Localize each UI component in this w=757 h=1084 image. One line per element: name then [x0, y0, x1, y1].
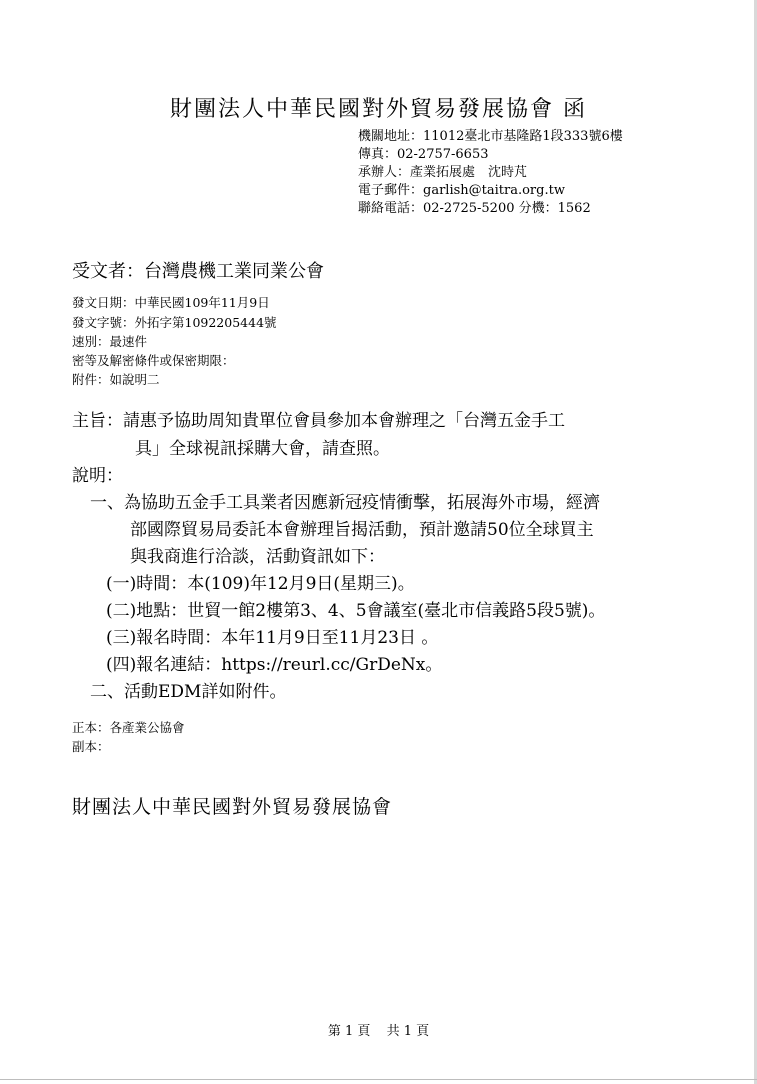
- explanation-sub-location: (二)地點：世貿一館2樓第3、4、5會議室(臺北市信義路5段5號)。: [106, 601, 606, 621]
- contact-fax: 傳真：02-2757-6653: [358, 147, 489, 162]
- explanation-item1-line3: 與我商進行洽談，活動資訊如下：: [130, 547, 385, 567]
- explanation-sub-time: (一)時間：本(109)年12月9日(星期三)。: [106, 574, 415, 594]
- contact-address: 機關地址：11012臺北市基隆路1段333號6樓: [358, 129, 623, 144]
- cc-original: 正本：各產業公協會: [72, 720, 185, 735]
- explanation-sub-registration-time: (三)報名時間：本年11月9日至11月23日 。: [106, 628, 439, 648]
- meta-date: 發文日期：中華民國109年11月9日: [72, 295, 270, 310]
- cc-copy: 副本：: [72, 739, 110, 754]
- document-title: 財團法人中華民國對外貿易發展協會 函: [170, 97, 587, 122]
- explanation-sub-registration-link: (四)報名連結：https://reurl.cc/GrDeNx。: [106, 655, 443, 675]
- page-footer: [0, 1020, 757, 1039]
- signature: 財團法人中華民國對外貿易發展協會: [72, 796, 393, 818]
- explanation-item1-line1: 一、為協助五金手工具業者因應新冠疫情衝擊，拓展海外市場，經濟: [90, 493, 600, 513]
- contact-phone: 聯絡電話：02-2725-5200 分機：1562: [358, 201, 591, 216]
- contact-email: 電子郵件：garlish@taitra.org.tw: [358, 183, 565, 198]
- subject-line-1: 主旨：請惠予協助周知貴單位會員參加本會辦理之「台灣五金手工: [72, 411, 565, 431]
- explanation-item2: 二、活動EDM詳如附件。: [90, 682, 287, 702]
- subject-line-2: 具」全球視訊採購大會，請查照。: [135, 439, 390, 459]
- meta-speed: 速別：最速件: [72, 334, 148, 349]
- page-total: 共 1 頁: [386, 1024, 430, 1039]
- page-number: 第 1 頁: [327, 1024, 371, 1039]
- page-bottom-rule: [0, 1079, 757, 1080]
- meta-number: 發文字號：外拓字第1092205444號: [72, 315, 277, 330]
- explanation-item1-line2: 部國際貿易局委託本會辦理旨揭活動，預計邀請50位全球買主: [130, 520, 594, 540]
- contact-person: 承辦人：產業拓展處 沈時芃: [358, 165, 528, 180]
- meta-attachment: 附件：如說明二: [72, 372, 160, 387]
- meta-classification: 密等及解密條件或保密期限：: [72, 353, 235, 368]
- explanation-heading: 說明：: [72, 466, 123, 486]
- recipient: 受文者：台灣農機工業同業公會: [72, 261, 324, 282]
